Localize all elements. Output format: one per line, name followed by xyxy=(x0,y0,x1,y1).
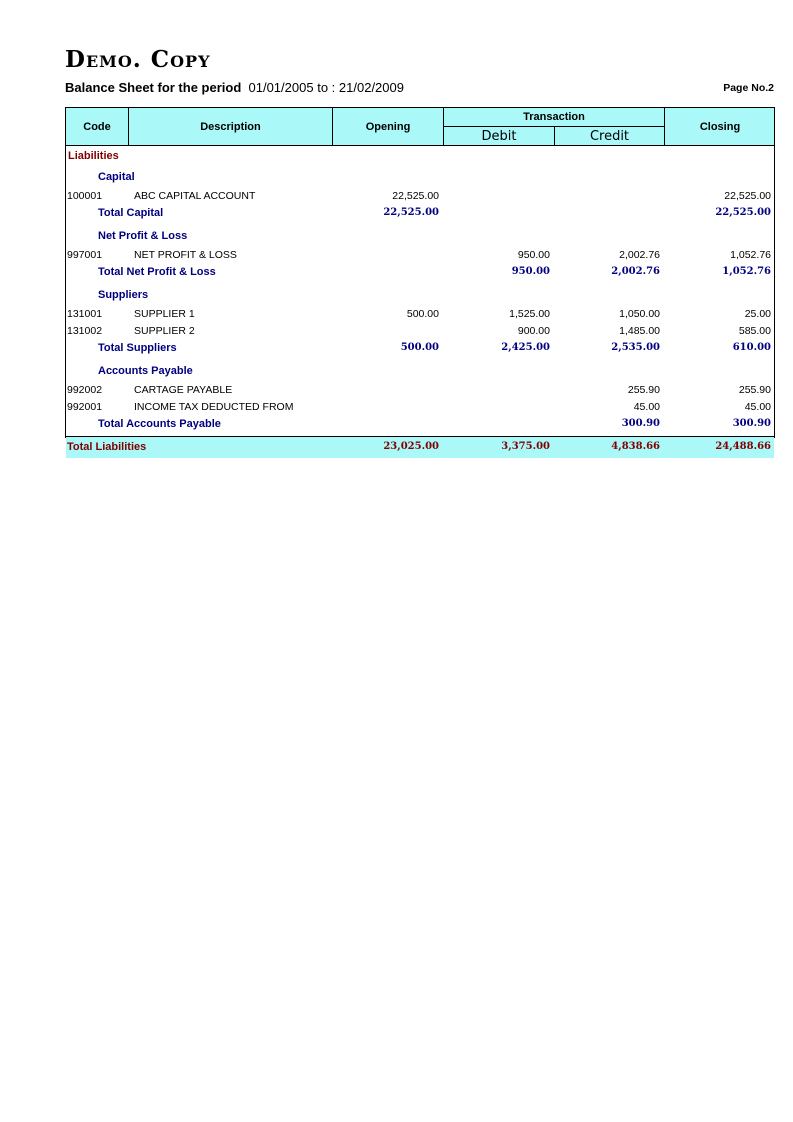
credit-value: 2,002.76 xyxy=(619,249,660,261)
group-total-row xyxy=(66,342,774,358)
group-heading xyxy=(66,230,774,246)
closing-value: 22,525.00 xyxy=(724,190,771,202)
group-total-label: Total Net Profit & Loss xyxy=(98,266,216,278)
total-credit: 300.90 xyxy=(621,418,660,429)
table-row xyxy=(66,190,774,206)
closing-value: 45.00 xyxy=(744,401,771,413)
closing-value: 585.00 xyxy=(738,325,771,337)
group-total-label: Total Suppliers xyxy=(98,342,177,354)
closing-value: 1,052.76 xyxy=(730,249,771,261)
opening-value: 500.00 xyxy=(406,308,439,320)
group-label: Net Profit & Loss xyxy=(98,230,188,242)
opening-value: 22,525.00 xyxy=(392,190,439,202)
header-code: Code xyxy=(83,120,111,133)
account-description: CARTAGE PAYABLE xyxy=(134,384,233,396)
grand-total-closing: 24,488.66 xyxy=(715,441,771,452)
debit-value: 900.00 xyxy=(517,325,550,337)
table-row xyxy=(66,249,774,265)
group-total-row xyxy=(66,418,774,434)
account-code: 992001 xyxy=(67,401,103,413)
total-closing: 22,525.00 xyxy=(715,207,771,218)
group-heading xyxy=(66,171,774,187)
account-code: 131001 xyxy=(67,308,103,320)
header-transaction: Transaction xyxy=(443,108,664,127)
table-row xyxy=(66,308,774,324)
balance-sheet-table xyxy=(65,107,775,453)
header-opening: Opening xyxy=(332,108,443,145)
group-label: Capital xyxy=(98,171,135,183)
header-description: Description xyxy=(128,108,332,145)
account-description: INCOME TAX DEDUCTED FROM xyxy=(134,401,294,413)
period-label: Balance Sheet for the period xyxy=(65,80,242,95)
table-row xyxy=(66,325,774,341)
total-closing: 610.00 xyxy=(732,342,771,353)
company-name: Demo. Copy xyxy=(65,46,211,73)
table-body xyxy=(65,146,775,453)
total-closing: 300.90 xyxy=(732,418,771,429)
group-heading xyxy=(66,289,774,305)
header-closing: Closing xyxy=(664,108,775,145)
total-opening: 500.00 xyxy=(400,342,439,353)
credit-value: 1,050.00 xyxy=(619,308,660,320)
period-from: 01/01/2005 xyxy=(248,80,314,95)
header-credit: Credit xyxy=(554,127,664,145)
closing-value: 25.00 xyxy=(744,308,771,320)
account-description: NET PROFIT & LOSS xyxy=(134,249,237,261)
account-code: 992002 xyxy=(67,384,103,396)
total-credit: 2,535.00 xyxy=(611,342,660,353)
page-number: Page No.2 xyxy=(723,82,774,94)
account-code: 100001 xyxy=(67,190,103,202)
group-total-row xyxy=(66,207,774,223)
account-description: SUPPLIER 2 xyxy=(134,325,195,337)
table-row xyxy=(66,401,774,417)
total-opening: 22,525.00 xyxy=(383,207,439,218)
account-code: 131002 xyxy=(67,325,103,337)
table-row xyxy=(66,384,774,400)
total-debit: 950.00 xyxy=(511,266,550,277)
group-total-label: Total Capital xyxy=(98,207,164,219)
group-total-row xyxy=(66,266,774,282)
period-separator: to : xyxy=(317,80,336,95)
group-label: Suppliers xyxy=(98,289,149,301)
group-label: Accounts Payable xyxy=(98,365,193,377)
credit-value: 255.90 xyxy=(627,384,660,396)
closing-value: 255.90 xyxy=(738,384,771,396)
account-code: 997001 xyxy=(67,249,103,261)
grand-total-label: Total Liabilities xyxy=(67,441,147,453)
table-header xyxy=(65,107,775,146)
grand-total-debit: 3,375.00 xyxy=(501,441,550,452)
header-debit: Debit xyxy=(443,127,554,145)
group-total-label: Total Accounts Payable xyxy=(98,418,221,430)
total-credit: 2,002.76 xyxy=(611,266,660,277)
credit-value: 1,485.00 xyxy=(619,325,660,337)
section-label: Liabilities xyxy=(68,150,119,162)
debit-value: 950.00 xyxy=(517,249,550,261)
total-debit: 2,425.00 xyxy=(501,342,550,353)
period-to: 21/02/2009 xyxy=(338,80,404,95)
grand-total-opening: 23,025.00 xyxy=(383,441,439,452)
group-heading xyxy=(66,365,774,381)
debit-value: 1,525.00 xyxy=(509,308,550,320)
grand-total-row xyxy=(66,436,774,458)
account-description: ABC CAPITAL ACCOUNT xyxy=(134,190,256,202)
section-heading xyxy=(66,150,774,166)
report-period xyxy=(65,80,404,95)
grand-total-credit: 4,838.66 xyxy=(611,441,660,452)
account-description: SUPPLIER 1 xyxy=(134,308,195,320)
total-closing: 1,052.76 xyxy=(722,266,771,277)
credit-value: 45.00 xyxy=(633,401,660,413)
